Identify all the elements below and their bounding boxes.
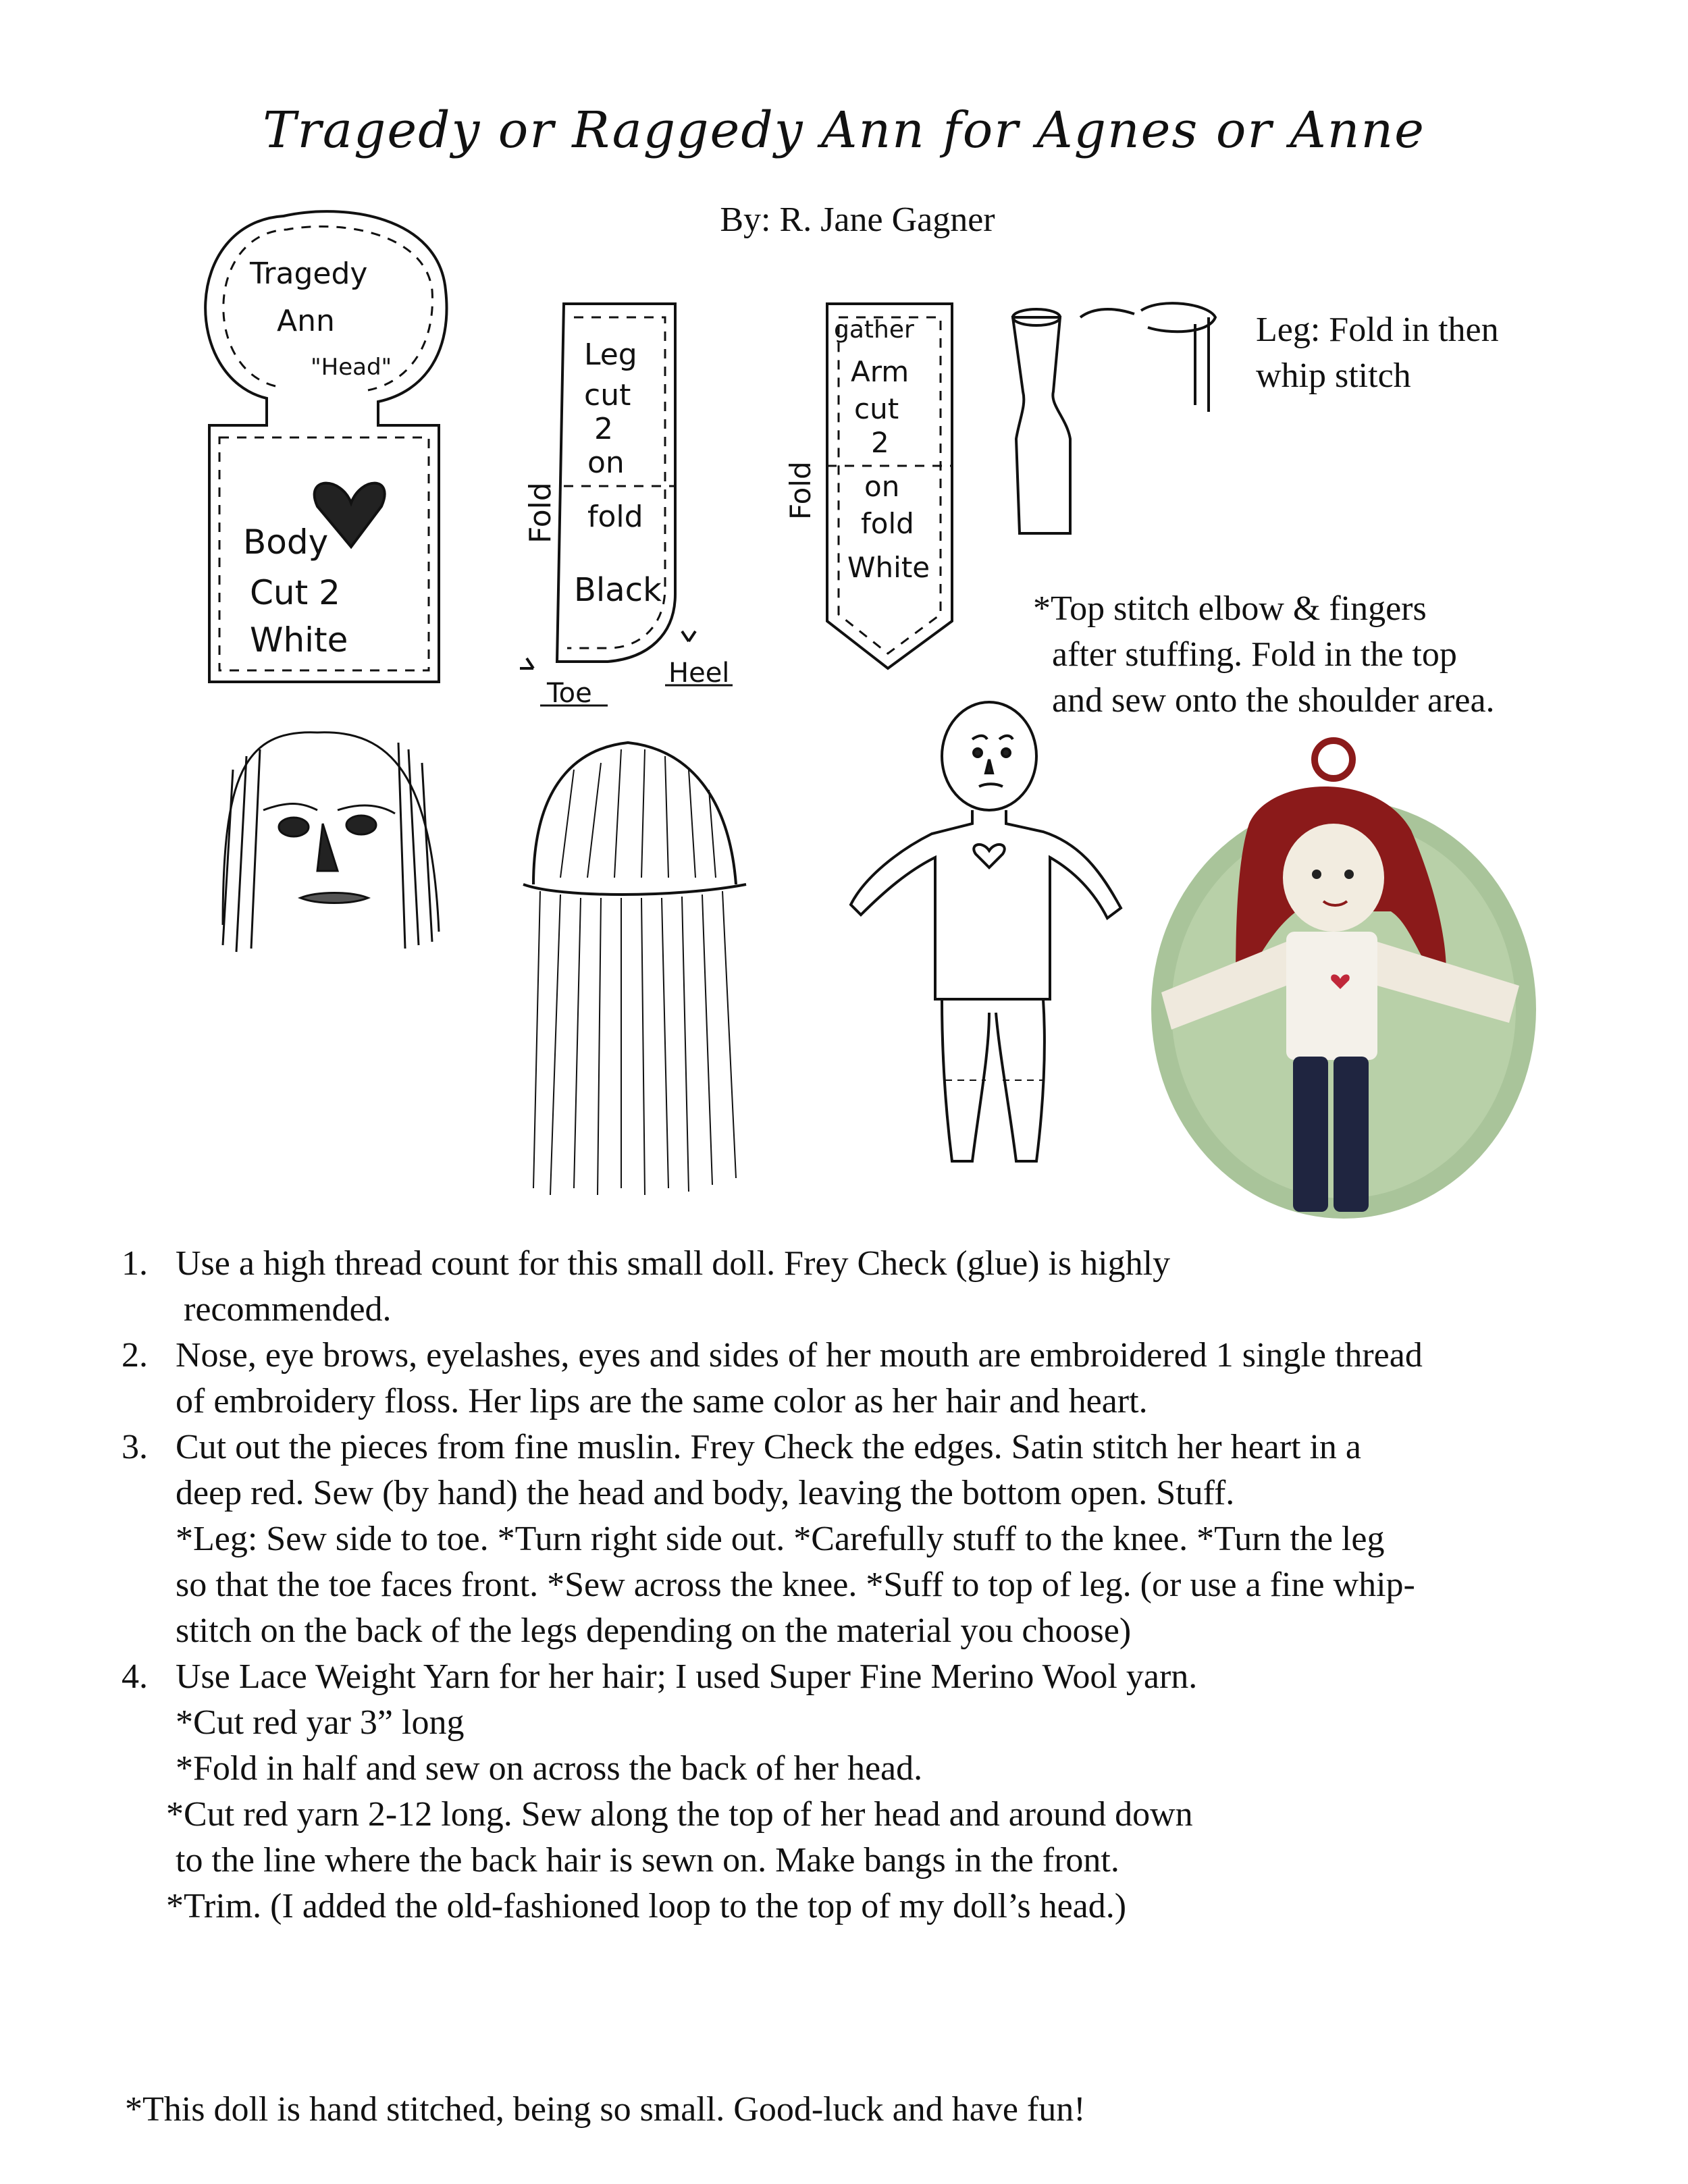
instruction-step xyxy=(122,1654,1620,1929)
pattern-label: Tragedy xyxy=(250,257,368,291)
step-line: Use Lace Weight Yarn for her hair; I used Super Fine Merino Wool yarn. xyxy=(176,1657,1198,1696)
pattern-label: Ann xyxy=(277,304,335,338)
pattern-label: on xyxy=(587,446,625,480)
pattern-label: Arm xyxy=(851,355,909,388)
leg-fold-note xyxy=(1256,307,1607,399)
fold-mark: Fold xyxy=(523,482,558,543)
step-line: so that the toe faces front. *Sew across the knee. *Suff to top of leg. (or use a fine whip- xyxy=(176,1566,1415,1604)
note-line: and sew onto the shoulder area. xyxy=(1052,681,1495,720)
step-line: *Cut red yar 3” long xyxy=(176,1703,465,1742)
step-line: Use a high thread count for this small doll. Frey Check (glue) is highly xyxy=(176,1244,1171,1283)
step-line: to the line where the back hair is sewn on. Make bangs in the front. xyxy=(176,1841,1119,1880)
step-line: *Trim. (I added the old-fashioned loop to the top of my doll’s head.) xyxy=(166,1887,1127,1925)
step-line: of embroidery floss. Her lips are the same color as her hair and heart. xyxy=(176,1382,1148,1420)
step-line: recommended. xyxy=(184,1290,392,1329)
pattern-label: White xyxy=(847,551,930,584)
note-line: whip stitch xyxy=(1256,356,1411,395)
instruction-step xyxy=(122,1424,1620,1654)
pattern-label: Black xyxy=(574,571,662,609)
step-line: stitch on the back of the legs depending on the material you choose) xyxy=(176,1612,1132,1650)
pattern-label: fold xyxy=(861,507,914,540)
toe-mark: Toe xyxy=(547,678,592,709)
pattern-label: fold xyxy=(587,500,643,534)
pattern-label: on xyxy=(864,470,900,503)
pattern-label: 2 xyxy=(871,426,889,459)
step-line: *Fold in half and sew on across the back of her head. xyxy=(176,1749,923,1788)
pattern-label: cut xyxy=(584,378,631,412)
note-line: Leg: Fold in then xyxy=(1256,311,1499,349)
step-number: 1. xyxy=(122,1244,148,1283)
heel-mark: Heel xyxy=(668,658,730,689)
instruction-step xyxy=(122,1333,1620,1424)
step-line: Cut out the pieces from fine muslin. Frey Check the edges. Satin stitch her heart in a xyxy=(176,1428,1362,1466)
author-byline: By: R. Jane Gagner xyxy=(720,201,995,239)
step-number: 3. xyxy=(122,1428,148,1466)
arm-stitch-note xyxy=(1033,586,1641,724)
head-body-labels xyxy=(243,257,392,660)
note-line: after stuffing. Fold in the top xyxy=(1052,635,1457,674)
pattern-label: gather xyxy=(834,316,914,344)
doll-photo xyxy=(1151,741,1536,1219)
step-number: 2. xyxy=(122,1336,148,1375)
instruction-step xyxy=(122,1241,1620,1333)
instructions-list xyxy=(122,1241,1620,1929)
closing-note: *This doll is hand stitched, being so small. Good-luck and have fun! xyxy=(125,2090,1086,2129)
note-line: *Top stitch elbow & fingers xyxy=(1033,589,1427,628)
pattern-label: "Head" xyxy=(311,354,392,381)
leg-fold-sketch xyxy=(1013,303,1215,533)
step-line: *Cut red yarn 2-12 long. Sew along the top of her head and around down xyxy=(166,1795,1193,1834)
step-number: 4. xyxy=(122,1657,148,1696)
step-line: Nose, eye brows, eyelashes, eyes and sides of her mouth are embroidered 1 single thread xyxy=(176,1336,1423,1375)
arm-labels xyxy=(784,316,930,584)
back-hair-drawing xyxy=(523,743,746,1195)
doll-drawing xyxy=(851,702,1121,1161)
face-hair-drawing xyxy=(223,733,439,952)
pattern-label: White xyxy=(250,620,348,660)
pattern-label: Cut 2 xyxy=(250,573,340,612)
pattern-label: cut xyxy=(854,392,899,425)
page-title: Tragedy or Raggedy Ann for Agnes or Anne xyxy=(263,101,1425,159)
step-line: *Leg: Sew side to toe. *Turn right side out. *Carefully stuff to the knee. *Turn the leg xyxy=(176,1520,1385,1558)
step-line: deep red. Sew (by hand) the head and body, leaving the bottom open. Stuff. xyxy=(176,1474,1235,1512)
pattern-label: Body xyxy=(243,523,329,562)
fold-mark: Fold xyxy=(784,461,817,520)
leg-labels xyxy=(523,338,729,709)
pattern-label: 2 xyxy=(594,412,613,446)
pattern-label: Leg xyxy=(584,338,637,372)
